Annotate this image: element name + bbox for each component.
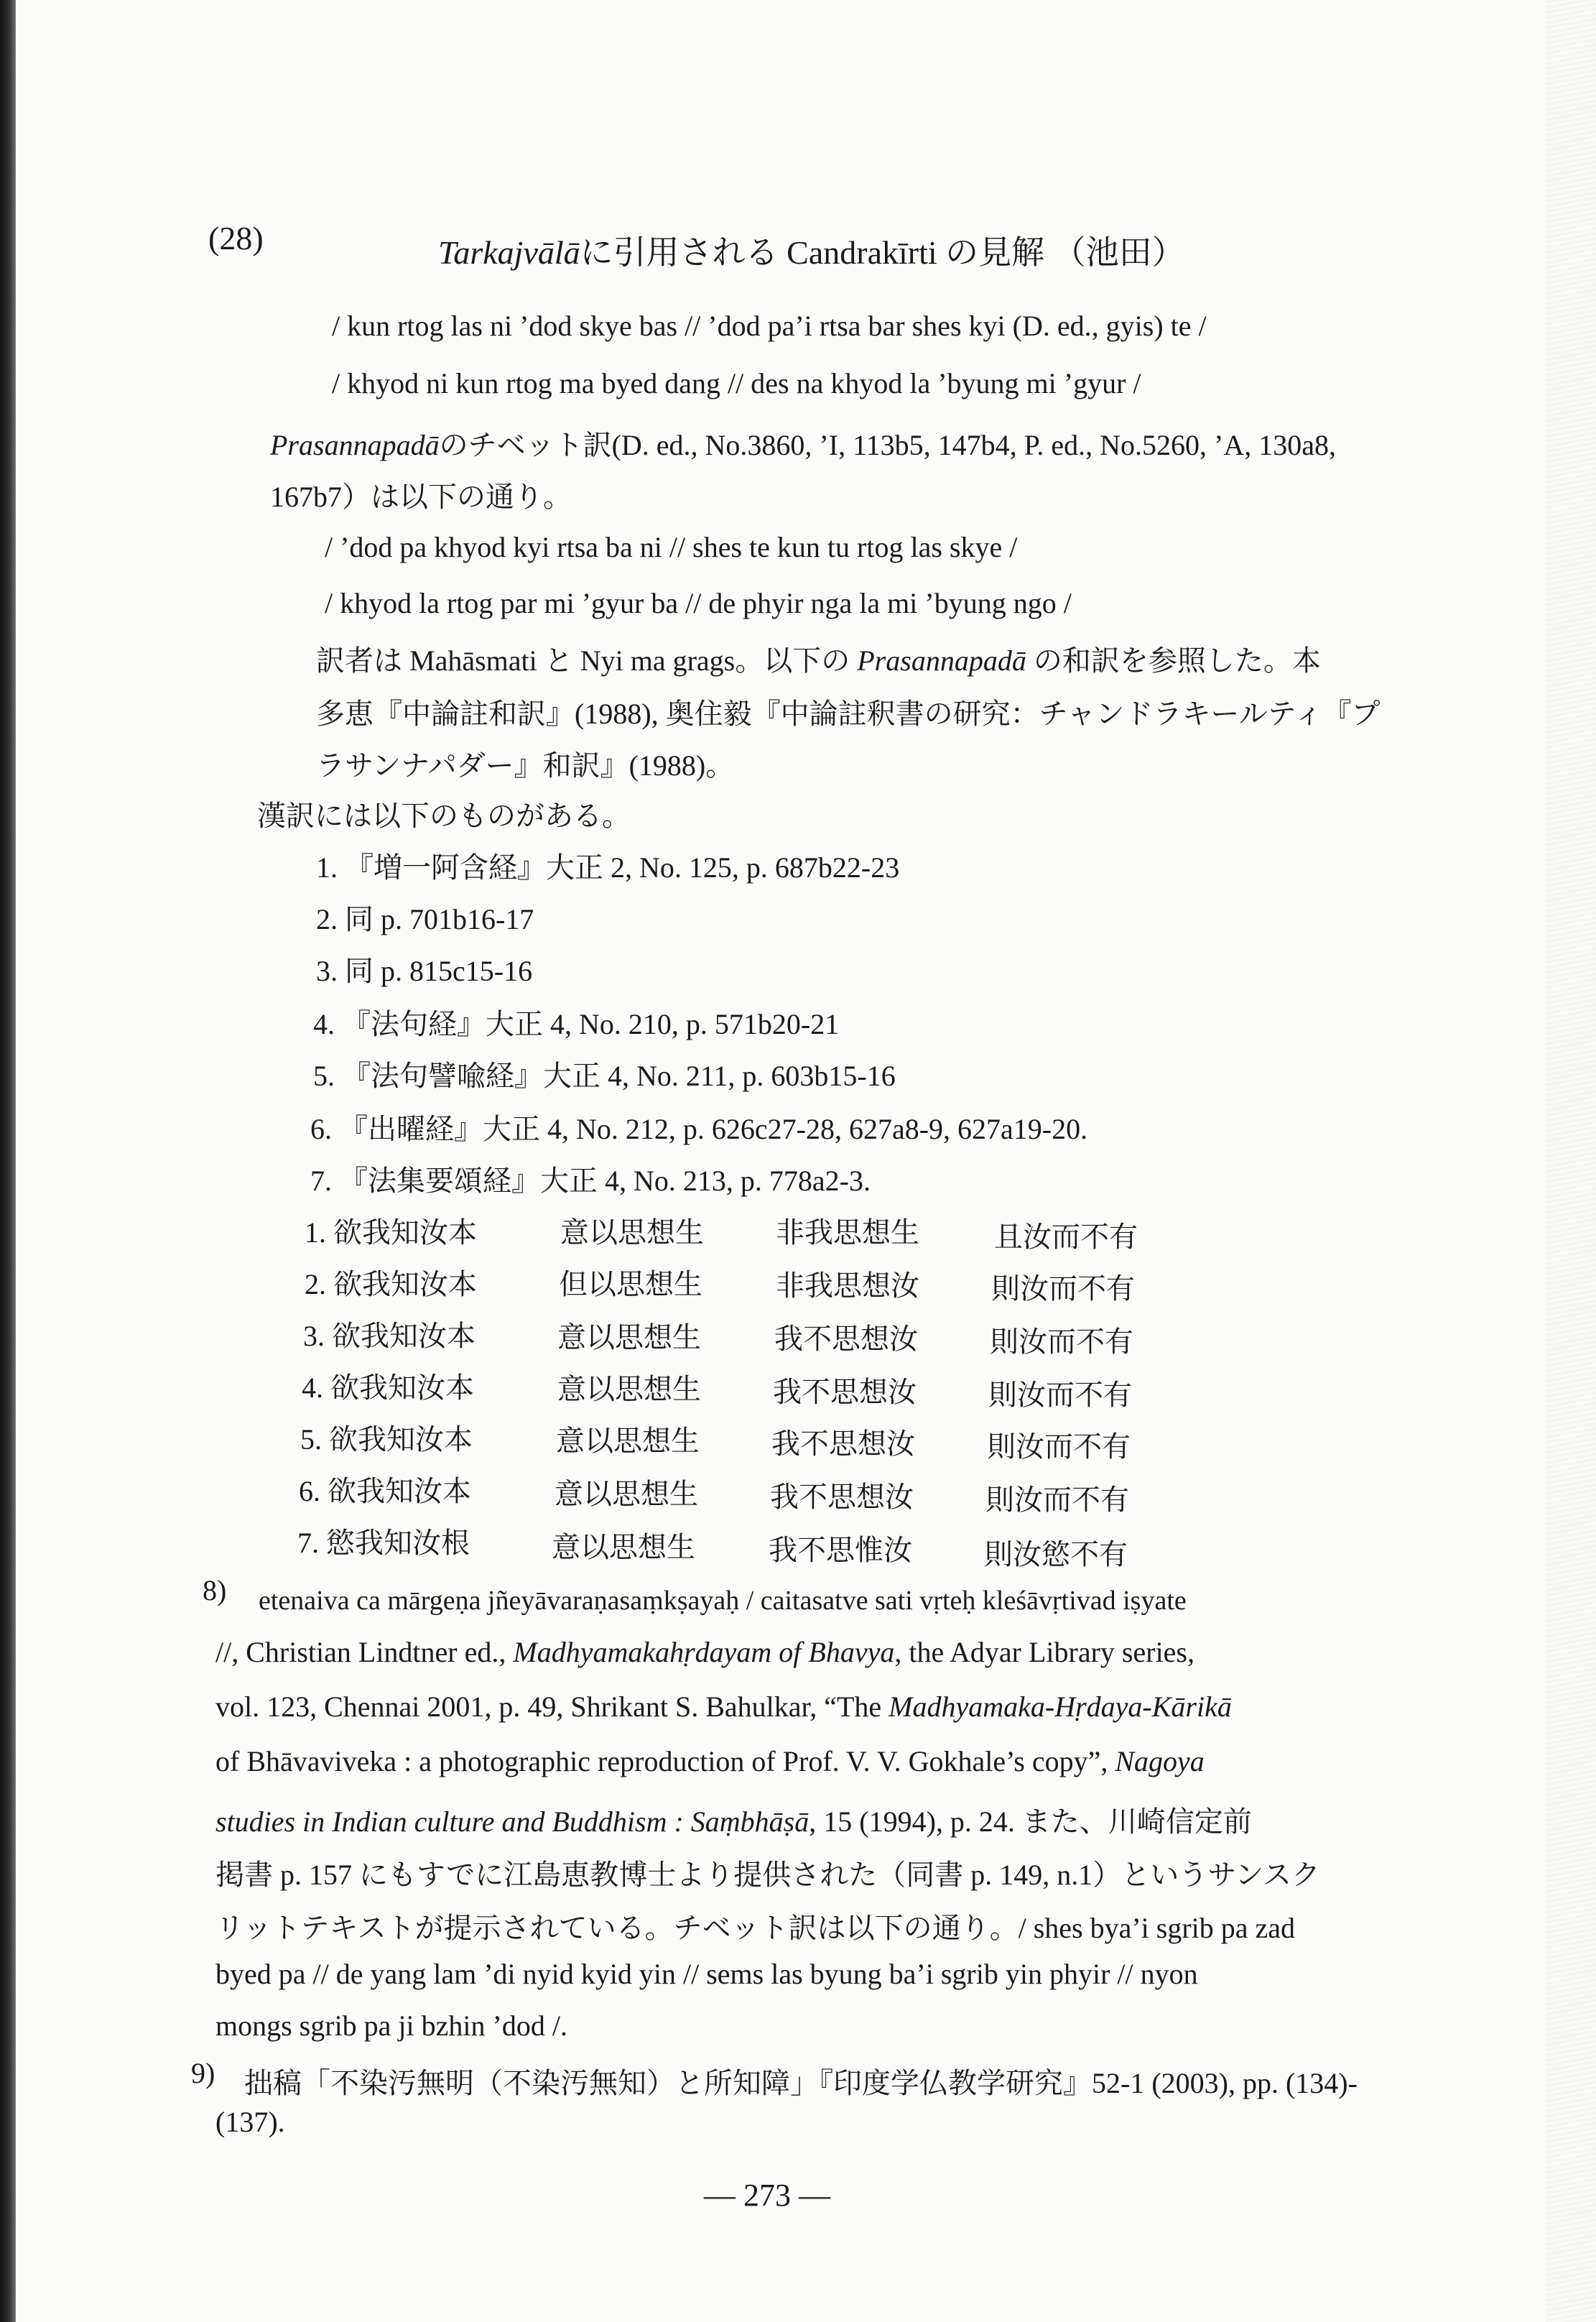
note-8-line-4-italic: Nagoya (1115, 1745, 1205, 1777)
source-item: 3. 同 p. 815c15-16 (316, 955, 533, 987)
verse-cell: 則汝而不有 (985, 1484, 1129, 1516)
title-italic: Tarkajvālā (438, 234, 580, 271)
note-8-line-2-italic: Madhyamakahṛdayam of Bhavya (513, 1636, 895, 1668)
note-line-7-italic: Prasannapadā (857, 644, 1026, 677)
verse-cell: 6. 欲我知汝本 (299, 1475, 471, 1507)
header-page-no: (28) (208, 220, 264, 256)
prasannapada-title: Prasannapadā (270, 429, 440, 461)
note-line-9: ラサンナパダー』和訳』(1988)。 (316, 749, 735, 782)
tibetan-line-5: / ’dod pa khyod kyi rtsa ba ni // shes te kun tu rtog las skye / (325, 531, 1018, 563)
source-item: 7. 『法集要頌経』大正 4, No. 213, p. 778a2-3. (310, 1165, 871, 1197)
verse-cell: 我不思惟汝 (769, 1534, 912, 1566)
note-9-marker: 9) (191, 2057, 215, 2089)
note-8-line-3 (215, 1690, 1232, 1724)
verse-cell: 我不思想汝 (773, 1376, 917, 1408)
note-8-line-7: リットテキストが提示されている。チベット訳は以下の通り。/ shes bya’i sgrib pa zad (215, 1912, 1296, 1944)
verse-cell: 意以思想生 (557, 1321, 701, 1354)
note-8-line-3-a: vol. 123, Chennai 2001, p. 49, Shrikant S. Bahulkar, “The (215, 1690, 889, 1723)
verse-cell: 5. 欲我知汝本 (300, 1423, 473, 1456)
verse-cell: 則汝而不有 (990, 1326, 1133, 1358)
verse-cell: 非我思想汝 (776, 1269, 919, 1302)
tibetan-line-2: / khyod ni kun rtog ma byed dang // des na khyod la ’byung mi ’gyur / (332, 367, 1141, 399)
title-rest: に引用される Candrakīrti の見解 (580, 234, 1045, 271)
title-author: （池田） (1052, 234, 1185, 271)
verse-cell: 非我思想生 (776, 1216, 919, 1249)
verse-cell: 且汝而不有 (994, 1221, 1138, 1253)
verse-cell: 意以思想生 (560, 1216, 704, 1249)
note-line-7 (316, 638, 1321, 679)
note-9-line-2: (137). (215, 2106, 285, 2138)
verse-cell: 1. 欲我知汝本 (305, 1216, 477, 1249)
verse-cell: 3. 欲我知汝本 (303, 1320, 475, 1352)
note-8-line-9: mongs sgrib pa ji bzhin ’dod /. (215, 2009, 567, 2042)
note-9-line-1: 拙稿「不染汚無明（不染汚無知）と所知障」『印度学仏教学研究』52-1 (2003), pp. (134)- (244, 2067, 1358, 2099)
book-spine-shadow (0, 0, 16, 2322)
note-line-3-rest: のチベット訳(D. ed., No.3860, ’I, 113b5, 147b4, P. ed., No.5260, ’A, 130a8, (439, 429, 1336, 461)
verse-cell: 則汝而不有 (987, 1430, 1131, 1463)
note-8-line-8: byed pa // de yang lam ’di nyid kyid yin // sems las byung ba’i sgrib yin phyir // nyon (215, 1958, 1198, 1990)
note-8-line-5-italic: studies in Indian culture and Buddhism : Saṃbhāṣā (215, 1805, 809, 1838)
note-8-line-4-a: of Bhāvaviveka : a photographic reproduction of Prof. V. V. Gokhale’s copy”, (215, 1745, 1115, 1777)
verse-cell: 意以思想生 (557, 1373, 701, 1405)
note-8-line-4 (215, 1744, 1205, 1778)
note-line-7-b: の和訳を参照した。本 (1026, 644, 1321, 677)
note-8-line-2-a: //, Christian Lindtner ed., (215, 1636, 514, 1668)
verse-cell: 2. 欲我知汝本 (305, 1268, 477, 1300)
note-8-line-1: etenaiva ca mārgeṇa jñeyāvaraṇasaṃkṣayaḥ / caitasatve sati vṛteḥ kleśāvṛtivad iṣyate (259, 1586, 1187, 1616)
note-8-marker: 8) (203, 1574, 227, 1606)
page-number: — 273 — (704, 2178, 830, 2213)
source-item: 2. 同 p. 701b16-17 (316, 903, 534, 935)
verse-cell: 我不思想汝 (774, 1323, 918, 1355)
note-line-3 (270, 422, 1336, 463)
source-item: 6. 『出曜経』大正 4, No. 212, p. 626c27-28, 627a8-9, 627a19-20. (310, 1113, 1088, 1145)
verse-cell: 我不思想汝 (771, 1428, 915, 1460)
note-8-line-5-b: , 15 (1994), p. 24. また、川崎信定前 (809, 1805, 1252, 1838)
note-line-7-a: 訳者は Mahāsmati と Nyi ma grags。以下の (316, 644, 858, 677)
source-item: 1. 『増一阿含経』大正 2, No. 125, p. 687b22-23 (316, 851, 900, 884)
page-edge-texture (1546, 0, 1596, 2322)
note-8-line-2 (215, 1635, 1194, 1669)
source-item: 5. 『法句譬喩経』大正 4, No. 211, p. 603b15-16 (313, 1060, 896, 1092)
running-title (438, 226, 1185, 274)
verse-cell: 則汝而不有 (988, 1379, 1132, 1411)
tibetan-line-1: / kun rtog las ni ’dod skye bas // ’dod pa’i rtsa bar shes kyi (D. ed., gyis) te / (332, 310, 1207, 342)
note-8-line-2-b: , the Adyar Library series, (894, 1636, 1194, 1668)
verse-cell: 意以思想生 (556, 1425, 700, 1457)
verse-cell: 我不思想汝 (770, 1481, 914, 1513)
note-line-4: 167b7）は以下の通り。 (270, 481, 572, 513)
verse-cell: 意以思想生 (555, 1478, 698, 1510)
verse-cell: 意以思想生 (552, 1531, 695, 1563)
verse-cell: 則汝而不有 (991, 1272, 1135, 1305)
note-line-10: 漢訳には以下のものがある。 (257, 800, 631, 832)
running-header (208, 219, 1472, 277)
note-8-line-5 (215, 1799, 1252, 1840)
source-item: 4. 『法句経』大正 4, No. 210, p. 571b20-21 (313, 1008, 840, 1040)
note-8-line-6: 掲書 p. 157 にもすでに江島恵教博士より提供された（同書 p. 149, n.1）というサンスク (215, 1859, 1320, 1891)
tibetan-line-6: / khyod la rtog par mi ’gyur ba // de phyir nga la mi ’byung ngo / (325, 587, 1072, 619)
note-8-line-3-italic: Madhyamaka-Hṛdaya-Kārikā (889, 1690, 1232, 1723)
verse-cell: 但以思想生 (559, 1268, 702, 1300)
note-line-8: 多恵『中論註和訳』(1988), 奥住毅『中論註釈書の研究：チャンドラキールティ『プ (316, 698, 1381, 730)
verse-cell: 7. 慾我知汝根 (297, 1527, 470, 1559)
verse-cell: 4. 欲我知汝本 (302, 1372, 474, 1404)
verse-cell: 則汝慾不有 (984, 1538, 1128, 1571)
